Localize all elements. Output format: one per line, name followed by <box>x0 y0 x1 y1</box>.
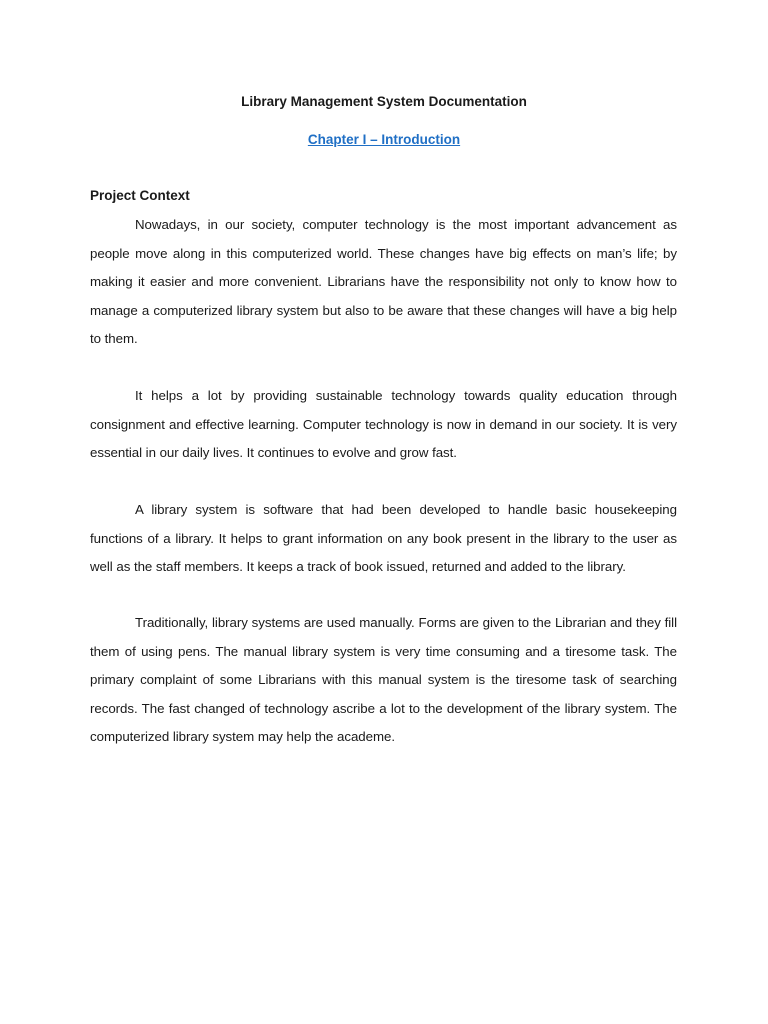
chapter-link[interactable]: Chapter I – Introduction <box>307 132 461 147</box>
paragraph: A library system is software that had been developed to handle basic housekeeping functions of a library. It helps to grant information on any book present in the library to the user as well as the staff members. It keeps a track of book issued, returned and added to the library. <box>90 502 677 574</box>
document-title: Library Management System Documentation <box>241 94 527 109</box>
paragraph: Traditionally, library systems are used manually. Forms are given to the Librarian and they fill them of using pens. The manual library system is very time consuming and a tiresome task. The primary complaint of some Librarians with this manual system is the tiresome task of searching records. The fast changed of technology ascribe a lot to the development of the library system. The computerized library system may help the academe. <box>90 615 677 744</box>
chapter-heading <box>0 131 768 149</box>
paragraph: It helps a lot by providing sustainable technology towards quality education through consignment and effective learning. Computer technology is now in demand in our society. It is very essential in our daily lives. It continues to evolve and grow fast. <box>90 388 677 460</box>
paragraph: Nowadays, in our society, computer technology is the most important advancement as people move along in this computerized world. These changes have big effects on man’s life; by making it easier and more convenient. Librarians have the responsibility not only to know how to manage a computerized library system but also to be aware that these changes will have a big help to them. <box>90 217 677 346</box>
section-heading: Project Context <box>90 188 190 203</box>
